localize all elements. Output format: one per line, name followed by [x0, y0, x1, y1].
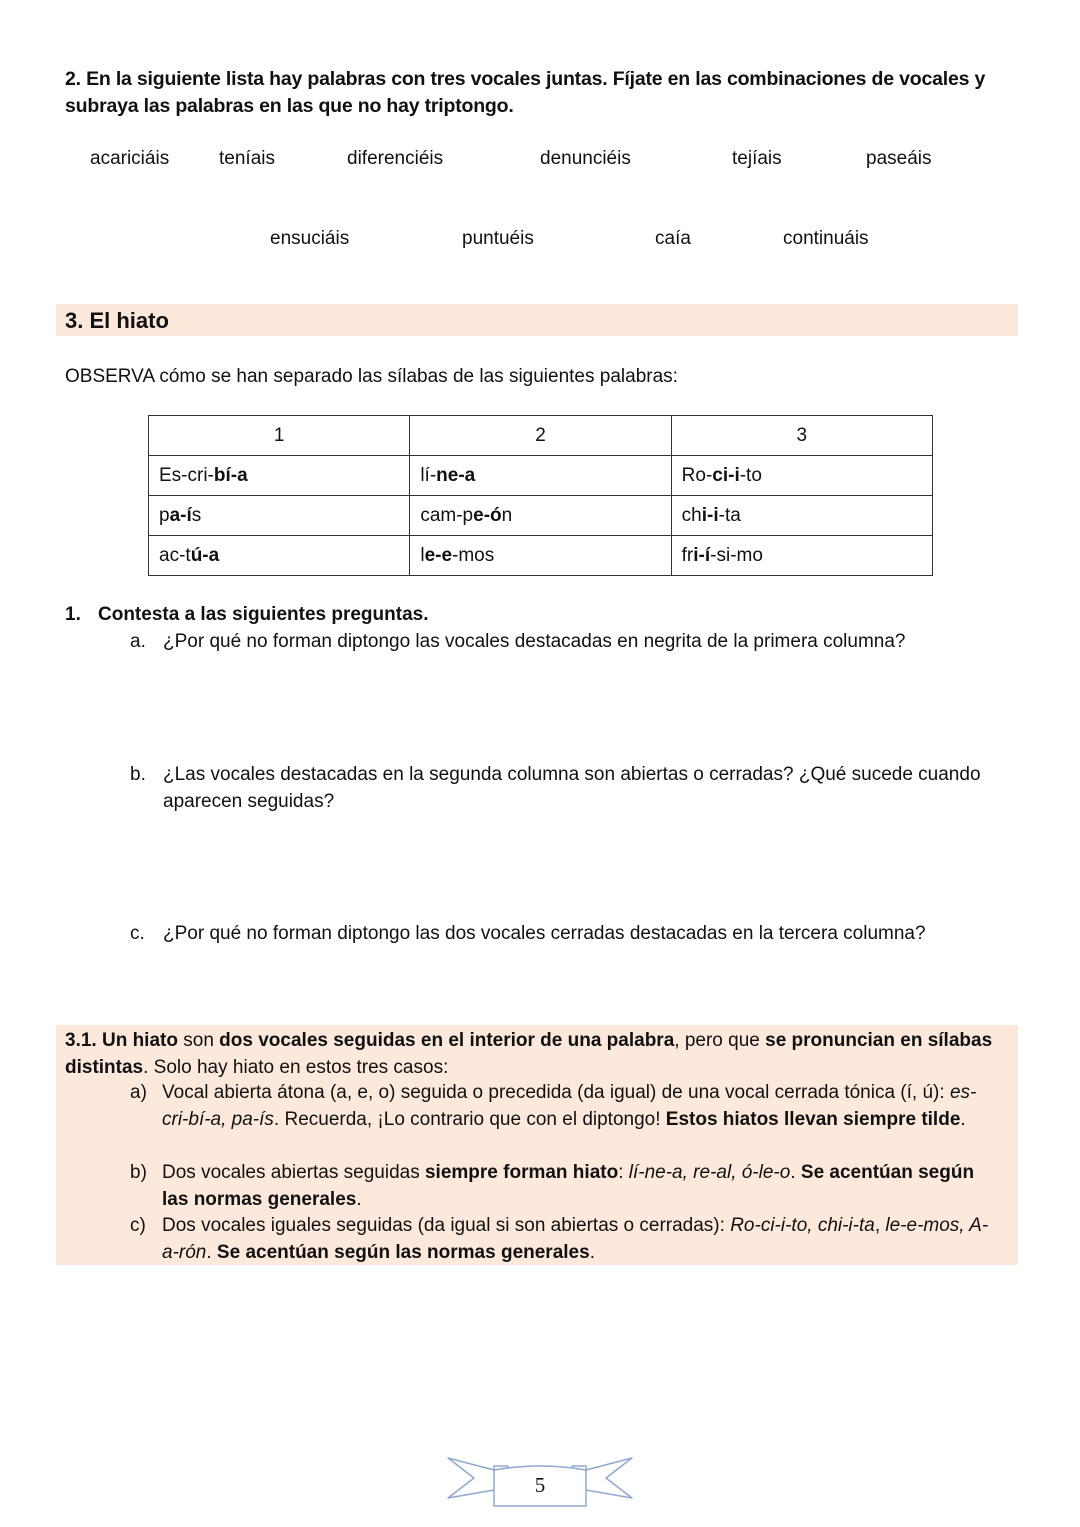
- question-text: ¿Las vocales destacadas en la segunda columna son abiertas o cerradas? ¿Qué sucede cuando aparecen seguidas?: [163, 764, 981, 812]
- table-row: [149, 536, 933, 576]
- question-text: ¿Por qué no forman diptongo las vocales destacadas en negrita de la primera columna?: [163, 631, 906, 652]
- table-cell: le-e-mos: [410, 536, 671, 576]
- column-header: 2: [410, 416, 671, 456]
- observe-instruction: OBSERVA cómo se han separado las sílabas de las siguientes palabras:: [65, 366, 678, 387]
- table-cell: chi-i-ta: [671, 496, 932, 536]
- word-item[interactable]: denunciéis: [540, 148, 631, 169]
- questions-heading-text: Contesta a las siguientes preguntas.: [98, 604, 429, 625]
- word-item[interactable]: continuáis: [783, 228, 869, 249]
- question-text: ¿Por qué no forman diptongo las dos vocales cerradas destacadas en la tercera columna?: [163, 923, 926, 944]
- rule-item-a: [130, 1080, 990, 1133]
- section-header-band: [56, 304, 1018, 336]
- rule-item-c: [130, 1213, 990, 1266]
- word-item[interactable]: ensuciáis: [270, 228, 350, 249]
- word-item[interactable]: teníais: [219, 148, 275, 169]
- table-header-row: [149, 416, 933, 456]
- word-item[interactable]: puntuéis: [462, 228, 534, 249]
- table-cell: ac-tú-a: [149, 536, 410, 576]
- table-cell: Es-cri-bí-a: [149, 456, 410, 496]
- question-b: [130, 761, 1000, 815]
- column-header: 3: [671, 416, 932, 456]
- question-a: [130, 628, 1010, 655]
- table-cell: lí-ne-a: [410, 456, 671, 496]
- rule-intro: 3.1. Un hiato son dos vocales seguidas en el interior de una palabra, pero que se pronuncian en sílabas distintas. Solo hay hiato en estos tres casos:: [65, 1030, 993, 1078]
- rule-text: Dos vocales iguales seguidas (da igual si son abiertas o cerradas): Ro-ci-i-to, chi-i-ta, le-e-mos, A-a-rón. Se acentúan según las normas generales.: [162, 1215, 989, 1263]
- section-title: 3. El hiato: [65, 308, 169, 333]
- rule-text: Vocal abierta átona (a, e, o) seguida o precedida (da igual) de una vocal cerrada tónica (í, ú): es-cri-bí-a, pa-ís. Recuerda, ¡Lo contrario que con el diptongo! Estos hiatos llevan siempre tilde.: [162, 1082, 977, 1130]
- exercise-2-instructions: 2. En la siguiente lista hay palabras con tres vocales juntas. Fíjate en las combinaciones de vocales y subraya las palabras en las que no hay triptongo.: [65, 68, 986, 117]
- table-row: [149, 496, 933, 536]
- rule-letter: a): [130, 1082, 147, 1103]
- table-cell: Ro-ci-i-to: [671, 456, 932, 496]
- rule-letter: b): [130, 1162, 147, 1183]
- word-item[interactable]: acariciáis: [90, 148, 170, 169]
- rule-item-b: [130, 1160, 990, 1213]
- word-item[interactable]: tejíais: [732, 148, 782, 169]
- table-cell: pa-ís: [149, 496, 410, 536]
- question-c: [130, 920, 1010, 947]
- page-number-banner: [446, 1456, 634, 1508]
- question-letter: b.: [130, 764, 146, 785]
- page-number: 5: [534, 1473, 546, 1497]
- question-letter: a.: [130, 631, 146, 652]
- table-cell: cam-pe-ón: [410, 496, 671, 536]
- rule-text: Dos vocales abiertas seguidas siempre forman hiato: lí-ne-a, re-al, ó-le-o. Se acentúan según las normas generales.: [162, 1162, 975, 1210]
- hiato-rule-box: [56, 1025, 1018, 1265]
- word-item[interactable]: caía: [655, 228, 691, 249]
- questions-heading-number: 1.: [65, 604, 81, 625]
- word-item[interactable]: paseáis: [866, 148, 932, 169]
- table-row: [149, 456, 933, 496]
- column-header: 1: [149, 416, 410, 456]
- word-item[interactable]: diferenciéis: [347, 148, 444, 169]
- question-letter: c.: [130, 923, 145, 944]
- syllable-table: [148, 415, 933, 576]
- table-cell: fri-í-si-mo: [671, 536, 932, 576]
- questions-heading: [65, 603, 428, 627]
- rule-letter: c): [130, 1215, 146, 1236]
